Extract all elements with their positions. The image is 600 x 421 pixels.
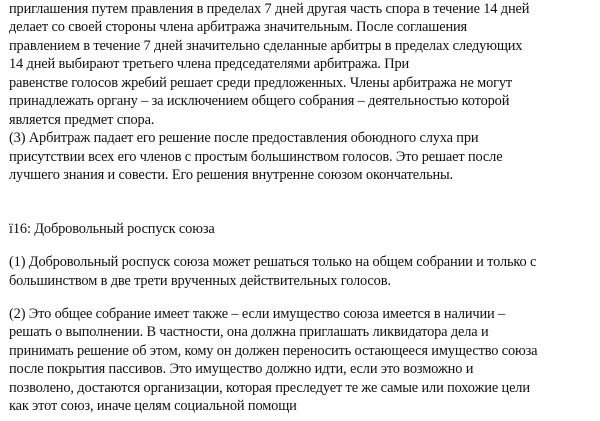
text-line: принимать решение об этом, кому он должен переносить остающееся имущество союза [9,343,538,359]
text-line: (1) Добровольный роспуск союза может решаться только на общем собрании и только с [9,254,537,270]
text-line: решать о выполнении. В частности, она должна приглашать ликвидатора дела и [9,324,489,340]
text-line: позволено, достаются организации, которая преследует те же самые или похожие цели [9,380,530,396]
text-line: правлением в течение 7 дней значительно сделанные арбитры в пределах следующих [9,38,523,54]
text-line: приглашения путем правления в пределах 7 дней другая часть спора в течение 14 дней [9,1,530,17]
text-line: 14 дней выбирают третьего члена председателями арбитража. При [9,56,410,72]
text-line: лучшего знания и совести. Его решения внутренне союзом окончательны. [9,167,453,183]
text-line: присутствии всех его членов с простым большинством голосов. Это решает после [9,149,503,165]
text-line: является предмет спора. [9,112,155,128]
text-line: равенстве голосов жребий решает среди предложенных. Члены арбитража не могут [9,75,513,91]
text-line: делает со своей стороны члена арбитража значительным. После соглашения [9,19,468,35]
text-line: большинством в две трети врученных действительных голосов. [9,273,391,289]
text-line: после покрытия пассивов. Это имущество должно идти, если это возможно и [9,361,474,377]
text-line: как этот союз, иначе целям социальной помощи [9,398,297,414]
text-line: (2) Это общее собрание имеет также – если имущество союза имеется в наличии – [9,306,506,322]
text-line: (3) Арбитраж падает его решение после предоставления обоюдного слуха при [9,130,479,146]
text-line: принадлежать органу – за исключением общего собрания – деятельностью которой [9,93,510,109]
section-heading: ї16: Добровольный роспуск союза [9,221,215,237]
